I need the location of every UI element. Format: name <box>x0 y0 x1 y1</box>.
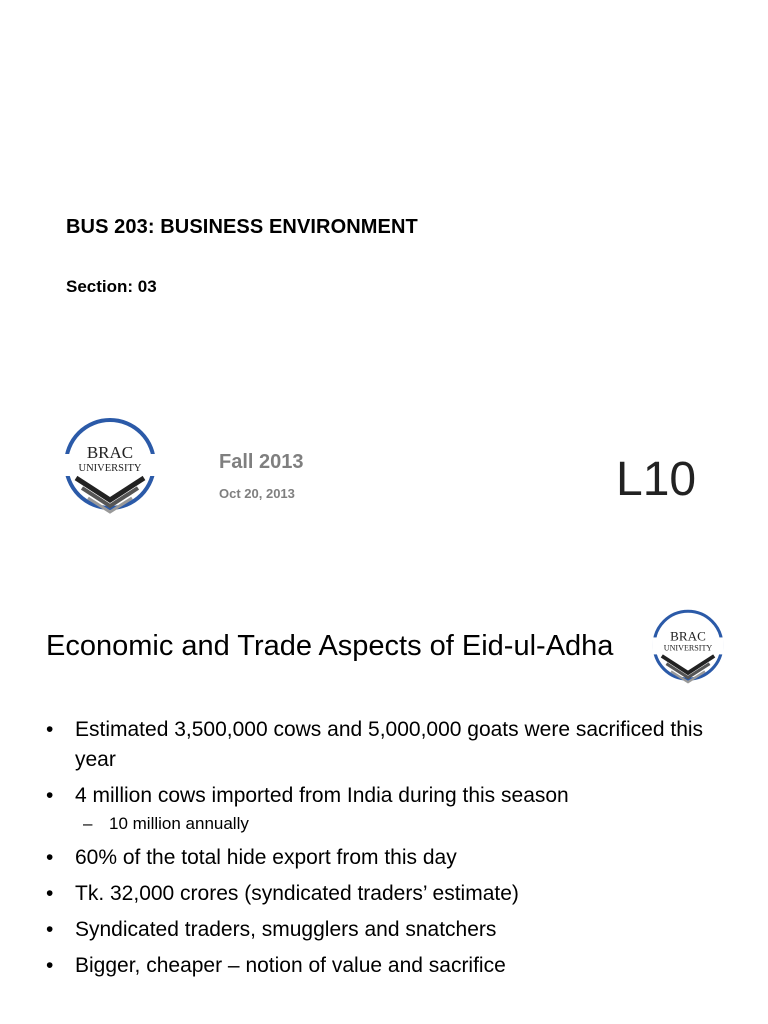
sub-bullet-text: 10 million annually <box>109 814 249 833</box>
bullet-text: 4 million cows imported from India during this season <box>75 784 569 807</box>
bullet-marker: • <box>46 784 54 807</box>
bullet-text: Estimated 3,500,000 cows and 5,000,000 goats were sacrificed this year <box>75 718 704 771</box>
brac-university-logo <box>62 418 158 520</box>
term-label: Fall 2013 <box>219 451 304 473</box>
bullet-item <box>46 879 746 909</box>
sub-bullet-marker: – <box>83 814 93 833</box>
bullet-text: Tk. 32,000 crores (syndicated traders’ estimate) <box>75 882 519 905</box>
bullet-item <box>46 715 746 775</box>
bullet-item <box>46 781 746 811</box>
bullet-item <box>46 843 746 873</box>
date-label: Oct 20, 2013 <box>219 486 295 501</box>
content-slide <box>0 576 768 1024</box>
bullet-marker: • <box>46 882 54 905</box>
logo-text-brac: BRAC <box>670 628 706 644</box>
bullet-list <box>46 715 746 987</box>
sub-bullet-item <box>46 811 746 837</box>
slide-title: Economic and Trade Aspects of Eid-ul-Adha <box>46 630 614 662</box>
bullet-marker: • <box>46 718 54 741</box>
bullet-item <box>46 915 746 945</box>
course-title: BUS 203: BUSINESS ENVIRONMENT <box>66 216 418 238</box>
lecture-number: L10 <box>616 453 697 506</box>
logo-text-brac: BRAC <box>86 443 134 462</box>
bullet-text: Bigger, cheaper – notion of value and sacrifice <box>75 954 506 977</box>
section-label: Section: 03 <box>66 277 157 296</box>
logo-text-university: UNIVERSITY <box>78 463 142 474</box>
brac-university-logo-small <box>651 609 725 689</box>
logo-text-university: UNIVERSITY <box>663 643 713 653</box>
bullet-item <box>46 951 746 981</box>
bullet-marker: • <box>46 918 54 941</box>
bullet-marker: • <box>46 846 54 869</box>
bullet-marker: • <box>46 954 54 977</box>
bullet-text: 60% of the total hide export from this day <box>75 846 457 869</box>
bullet-text: Syndicated traders, smugglers and snatchers <box>75 918 497 941</box>
